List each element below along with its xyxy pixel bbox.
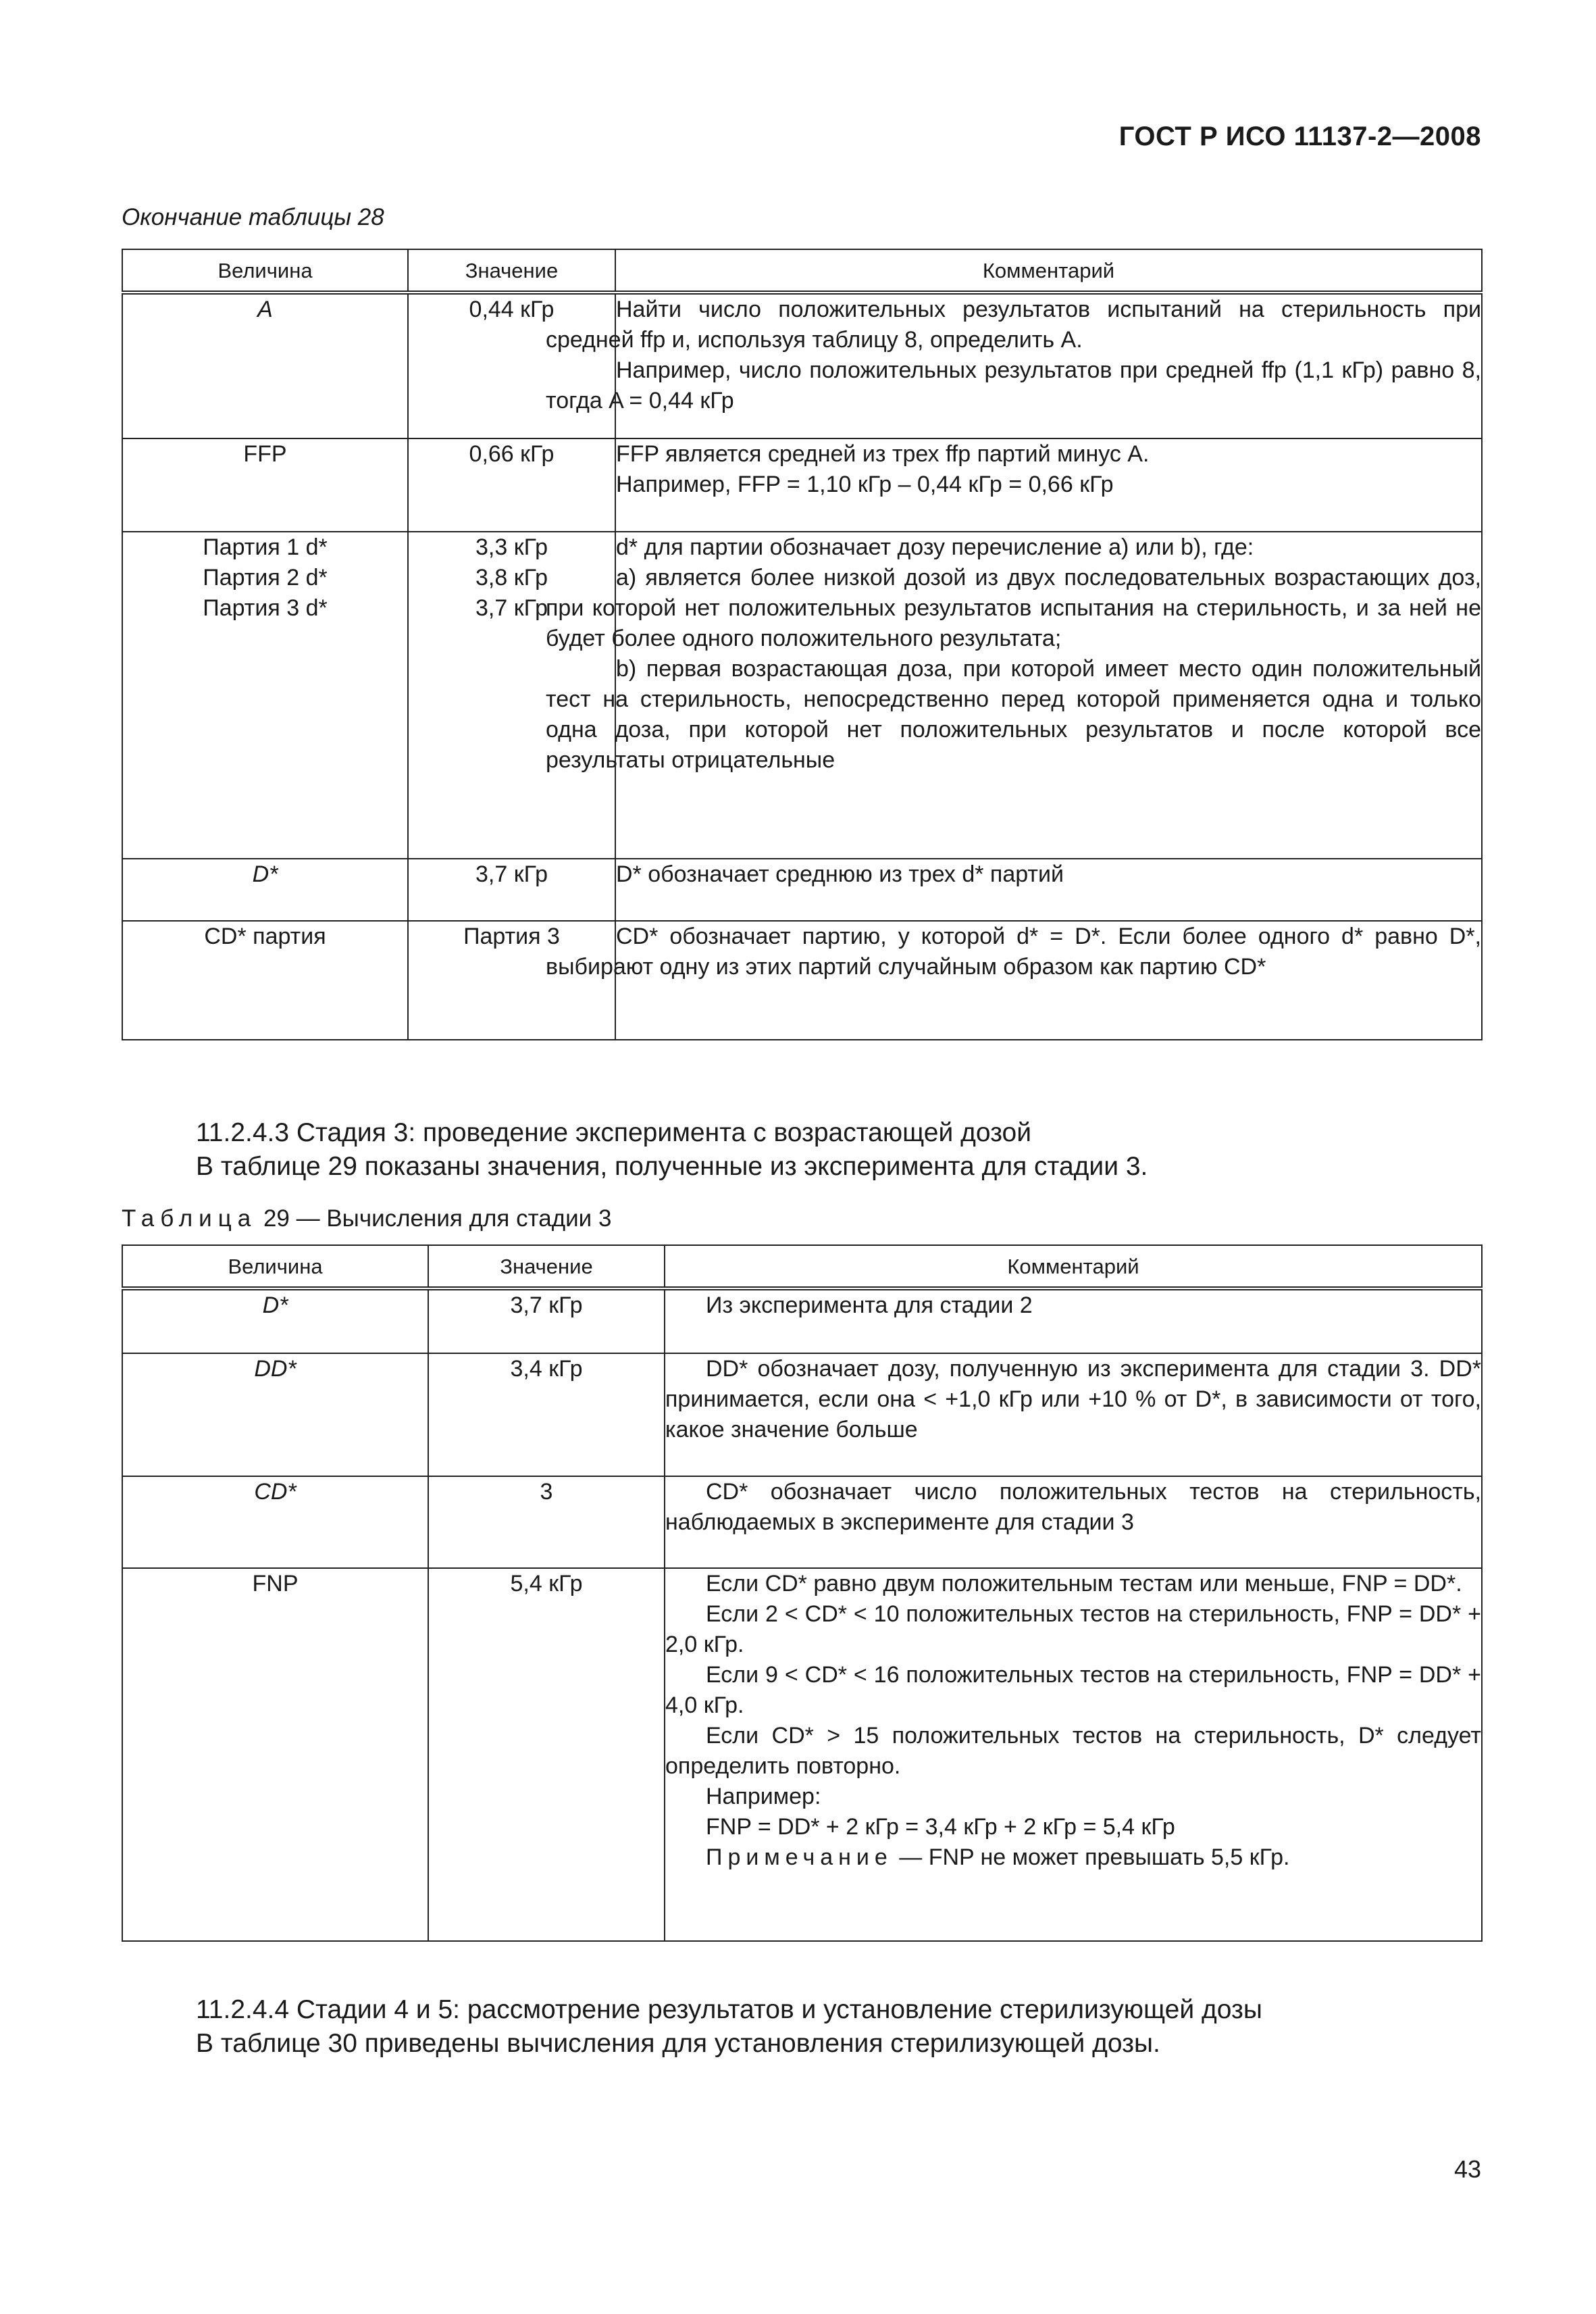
comment-paragraph: b) первая возрастающая доза, при которой имеет место один положительный тест на стерильность, непосредственно перед которой применяется одна и только одна доза, при которой нет положительных результатов и после которой все результаты отрицательные: [546, 656, 1481, 773]
table-row: [122, 921, 1482, 1040]
quantity-text: A: [257, 297, 273, 322]
value-cell: 0,66 кГр: [408, 438, 615, 532]
comment-paragraph: Например:: [706, 1784, 821, 1809]
quantity-text: D*: [262, 1292, 288, 1318]
quantity-cell: [122, 293, 408, 438]
note-text: — FNP не может превышать 5,5 кГр.: [892, 1844, 1290, 1870]
quantity-cell: [122, 1353, 428, 1476]
value-text: 3,8 кГр: [475, 565, 548, 590]
value-cell: 3,4 кГр: [428, 1353, 665, 1476]
table29-caption-text: 29 — Вычисления для стадии 3: [257, 1205, 612, 1232]
quantity-text: D*: [252, 861, 278, 887]
comment-cell: [546, 532, 1482, 859]
section-11244-heading: 11.2.4.4 Стадии 4 и 5: рассмотрение результатов и установление стерилизующей дозы: [196, 1995, 1262, 2024]
table29-caption-label: Таблица: [122, 1205, 257, 1232]
note: [706, 1842, 1481, 1873]
quantity-cell: CD* партия: [122, 921, 408, 1040]
section-11243-heading: 11.2.4.3 Стадия 3: проведение эксперимента с возрастающей дозой: [196, 1118, 1031, 1147]
comment-cell: [615, 859, 1482, 921]
table28-caption: Окончание таблицы 28: [122, 204, 384, 230]
value-text: 3,7 кГр: [475, 595, 548, 621]
table-header-row: [122, 1245, 1482, 1288]
column-header-quantity: Величина: [122, 1245, 428, 1288]
comment-cell: [665, 1353, 1482, 1476]
comment-paragraph: d* для партии обозначает дозу перечисление а) или b), где:: [616, 534, 1254, 560]
comment-paragraph: Если CD* равно двум положительным тестам или меньше, FNP = DD*.: [706, 1571, 1462, 1596]
value-cell: 3,7 кГр: [408, 859, 615, 921]
column-header-value: Значение: [408, 249, 615, 293]
comment-paragraph: а) является более низкой дозой из двух последовательных возрастающих доз, при которой нет положительных результатов испытания на стерильность, и за ней не будет более одного положительного результата;: [546, 565, 1481, 651]
comment-cell: [546, 921, 1482, 1040]
quantity-text: Партия 1 d*: [203, 534, 328, 560]
comment-paragraph: FNP = DD* + 2 кГр = 3,4 кГр + 2 кГр = 5,4 кГр: [706, 1814, 1175, 1840]
value-cell: 0,44 кГр: [408, 293, 615, 438]
comment-paragraph: D* обозначает среднюю из трех d* партий: [616, 861, 1064, 887]
quantity-cell: [122, 1476, 428, 1568]
quantity-cell: FNP: [122, 1568, 428, 1941]
table-row: [122, 532, 1482, 859]
column-header-value: Значение: [428, 1245, 665, 1288]
quantity-text: Партия 2 d*: [203, 565, 328, 590]
table-28: [122, 249, 1483, 1040]
table-row: [122, 293, 1482, 438]
comment-paragraph: Найти число положительных результатов испытаний на стерильность при средней ffp и, используя таблицу 8, определить A.: [546, 297, 1481, 353]
section-11244-text: В таблице 30 приведены вычисления для установления стерилизующей дозы.: [196, 2029, 1160, 2058]
quantity-cell: [122, 1288, 428, 1353]
comment-paragraph: CD* обозначает число положительных тестов на стерильность, наблюдаемых в эксперименте для стадии 3: [665, 1479, 1481, 1535]
value-cell: 3: [428, 1476, 665, 1568]
quantity-cell: FFP: [122, 438, 408, 532]
column-header-comment: Комментарий: [665, 1245, 1482, 1288]
comment-cell: [615, 438, 1482, 532]
comment-paragraph: Например, FFP = 1,10 кГр – 0,44 кГр = 0,66 кГр: [616, 472, 1114, 497]
table-row: [122, 1476, 1482, 1568]
comment-paragraph: Если 9 < CD* < 16 положительных тестов на стерильность, FNP = DD* + 4,0 кГр.: [665, 1662, 1481, 1718]
comment-paragraph: Например, число положительных результатов при средней ffp (1,1 кГр) равно 8, тогда A = 0,44 кГр: [546, 357, 1481, 413]
column-header-quantity: Величина: [122, 249, 408, 293]
comment-cell: [665, 1568, 1482, 1941]
comment-cell: [546, 293, 1482, 438]
table-row: [122, 1568, 1482, 1941]
page-number: 43: [1453, 2155, 1481, 2183]
standard-header: ГОСТ Р ИСО 11137-2—2008: [1118, 122, 1481, 151]
value-text: 3,3 кГр: [475, 534, 548, 560]
comment-paragraph: CD* обозначает партию, у которой d* = D*. Если более одного d* равно D*, выбирают одну из этих партий случайным образом как партию CD*: [546, 924, 1481, 980]
value-cell: 3,7 кГр: [428, 1288, 665, 1353]
comment-cell: [665, 1476, 1482, 1568]
table-row: [122, 859, 1482, 921]
value-cell: 5,4 кГр: [428, 1568, 665, 1941]
comment-paragraph: FFP является средней из трех ffp партий минус A.: [616, 441, 1150, 467]
table-row: [122, 1353, 1482, 1476]
note-label: Примечание: [706, 1844, 893, 1870]
column-header-comment: Комментарий: [615, 249, 1482, 293]
table-header-row: [122, 249, 1482, 293]
comment-paragraph: Если 2 < CD* < 10 положительных тестов на стерильность, FNP = DD* + 2,0 кГр.: [665, 1601, 1481, 1657]
value-cell: Партия 3: [408, 921, 615, 1040]
comment-paragraph: DD* обозначает дозу, полученную из эксперимента для стадии 3. DD* принимается, если она < +1,0 кГр или +10 % от D*, в зависимости от того, какое значение больше: [665, 1356, 1481, 1442]
table-row: [122, 1288, 1482, 1353]
quantity-text: CD*: [254, 1479, 297, 1505]
comment-paragraph: Если CD* > 15 положительных тестов на стерильность, D* следует определить повторно.: [665, 1723, 1481, 1779]
comment-paragraph: Из эксперимента для стадии 2: [706, 1292, 1033, 1318]
quantity-text: Партия 3 d*: [203, 595, 328, 621]
quantity-cell: [122, 859, 408, 921]
quantity-text: DD*: [254, 1356, 297, 1382]
table-row: [122, 438, 1482, 532]
comment-cell: [665, 1288, 1482, 1353]
section-11243-text: В таблице 29 показаны значения, полученные из эксперимента для стадии 3.: [196, 1152, 1148, 1181]
quantity-cell: [122, 532, 408, 859]
table29-caption: [122, 1205, 611, 1232]
table-29: [122, 1244, 1483, 1942]
